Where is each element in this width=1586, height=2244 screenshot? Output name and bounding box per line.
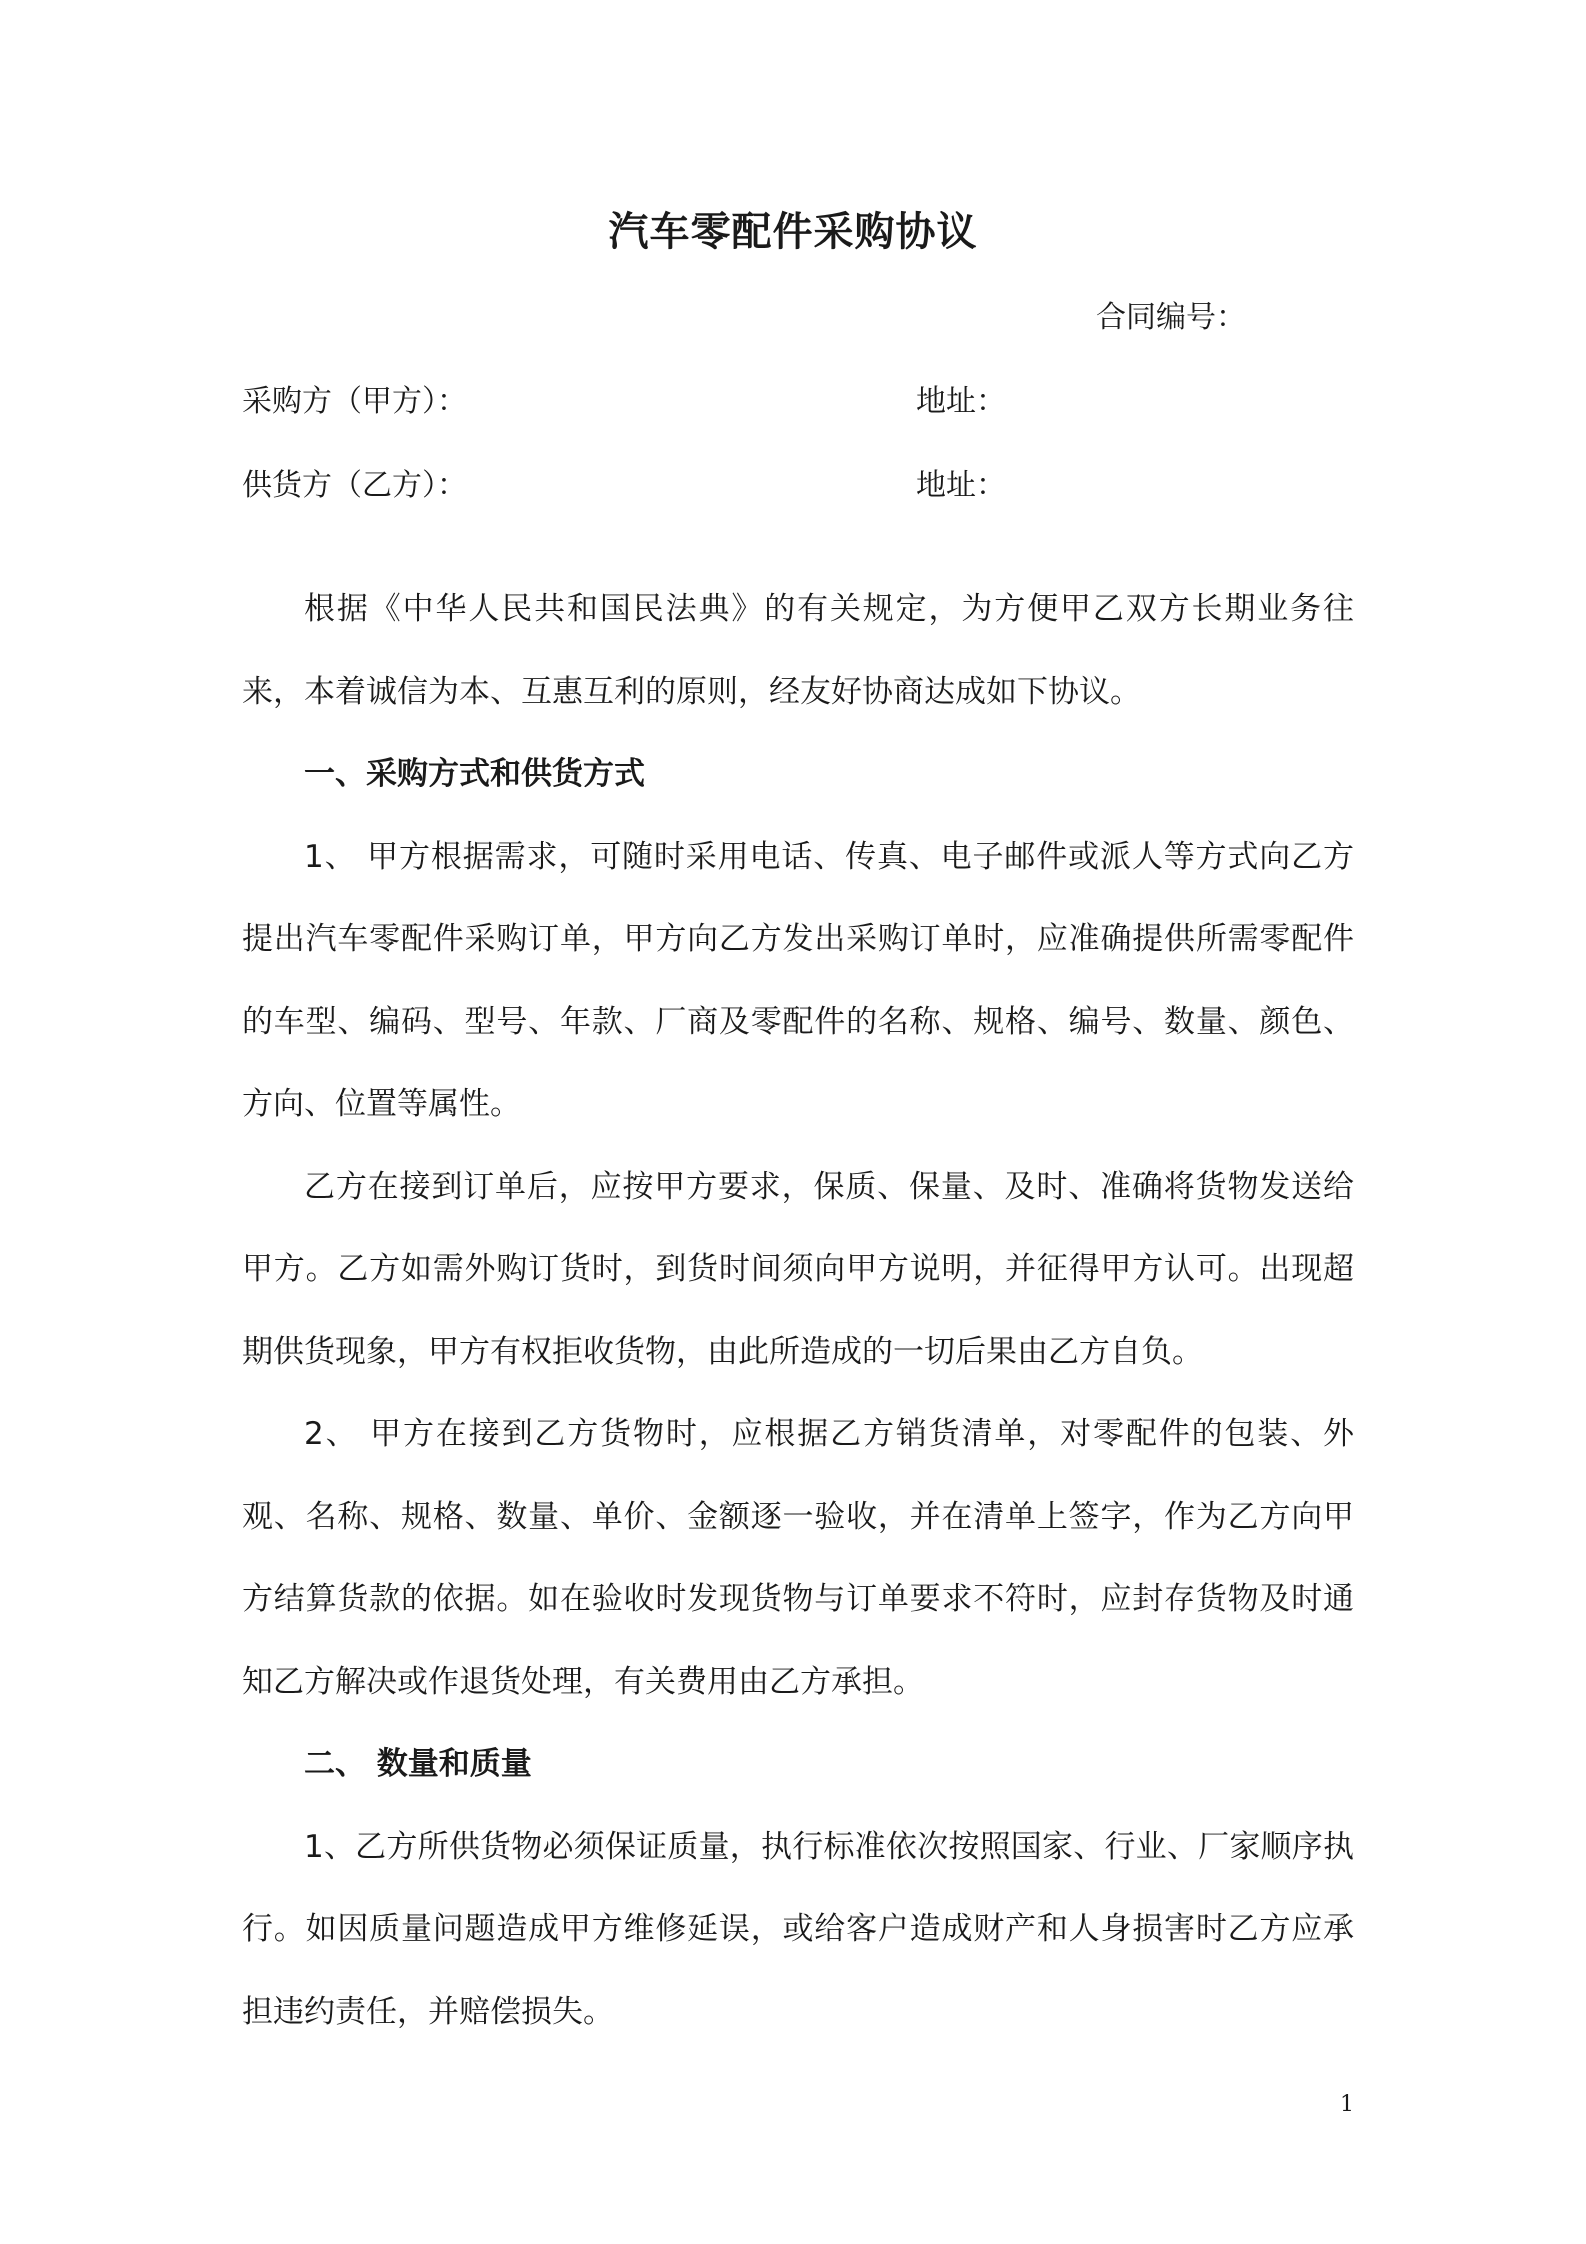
contract-number-label: 合同编号： [1096, 300, 1246, 335]
clause-paragraph: 1、 甲方根据需求，可随时采用电话、传真、电子邮件或派人等方式向乙方提出汽车零配件采购订单，甲方向乙方发出采购订单时，应准确提供所需零配件的车型、编码、型号、年款、厂商及零配件的名称、规格、编号、数量、颜色、方向、位置等属性。 [242, 838, 1354, 1122]
buyer-address-label: 地址： [916, 384, 1006, 419]
clause-paragraph: 乙方在接到订单后，应按甲方要求，保质、保量、及时、准确将货物发送给甲方。乙方如需外购订货时，到货时间须向甲方说明，并征得甲方认可。出现超期供货现象，甲方有权拒收货物，由此所造成的一切后果由乙方自负。 [242, 1168, 1354, 1370]
supplier-address-label: 地址： [916, 468, 1006, 503]
preamble-paragraph: 根据《中华人民共和国民法典》的有关规定，为方便甲乙双方长期业务往来，本着诚信为本、互惠互利的原则，经友好协商达成如下协议。 [242, 591, 1354, 710]
page-number: 1 [1340, 2092, 1354, 2117]
contract-body [242, 568, 1354, 2053]
clause-paragraph: 1、乙方所供货物必须保证质量，执行标准依次按照国家、行业、厂家顺序执行。如因质量问题造成甲方维修延误，或给客户造成财产和人身损害时乙方应承担违约责任，并赔偿损失。 [242, 1828, 1354, 2030]
buyer-label: 采购方（甲方）： [242, 384, 467, 419]
clause-paragraph: 2、 甲方在接到乙方货物时，应根据乙方销货清单，对零配件的包装、外观、名称、规格、数量、单价、金额逐一验收，并在清单上签字，作为乙方向甲方结算货款的依据。如在验收时发现货物与订单要求不符时，应封存货物及时通知乙方解决或作退货处理，有关费用由乙方承担。 [242, 1416, 1354, 1700]
document-title: 汽车零配件采购协议 [608, 209, 978, 255]
supplier-label: 供货方（乙方）： [242, 468, 467, 503]
section-heading-purchase-and-supply: 一、采购方式和供货方式 [304, 756, 645, 792]
section-heading-quantity-and-quality: 二、 数量和质量 [304, 1746, 532, 1782]
